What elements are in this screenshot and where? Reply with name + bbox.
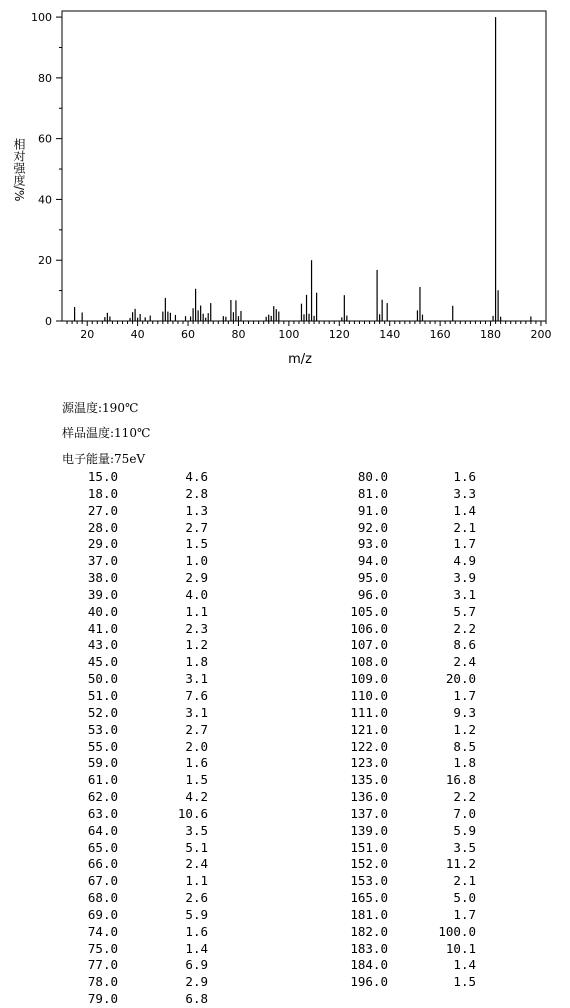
peak-mz: 182.0	[350, 923, 388, 939]
peak-mz: 137.0	[350, 805, 388, 821]
peak-intensity: 1.4	[453, 502, 476, 518]
peak-mz: 40.0	[87, 603, 118, 619]
peak-intensity: 5.9	[185, 906, 208, 922]
axis-ticks	[56, 17, 546, 326]
peak-intensity: 1.8	[453, 755, 476, 771]
peak-mz: 29.0	[87, 536, 118, 552]
peak-mz: 55.0	[87, 738, 118, 754]
peak-mz: 107.0	[350, 637, 388, 653]
x-tick-label: 80	[231, 328, 246, 341]
peak-mz: 64.0	[87, 822, 118, 838]
x-axis-label: m/z	[288, 352, 312, 367]
peak-mz: 94.0	[357, 553, 388, 569]
peak-mz: 152.0	[350, 856, 388, 872]
tick-labels	[31, 11, 551, 341]
y-tick-label: 60	[38, 132, 52, 146]
peak-mz: 45.0	[87, 654, 118, 670]
peak-intensity: 10.6	[177, 805, 208, 821]
peak-mz: 41.0	[87, 620, 118, 636]
peak-intensity: 4.2	[185, 789, 208, 805]
peak-mz: 74.0	[87, 923, 118, 939]
peak-intensity: 2.6	[185, 890, 208, 906]
peak-intensity: 16.8	[445, 772, 476, 788]
peak-mz: 27.0	[87, 502, 118, 518]
peak-intensity: 2.0	[185, 738, 208, 754]
peak-mz: 61.0	[87, 772, 118, 788]
peak-intensity: 2.1	[453, 519, 476, 535]
peak-mz: 92.0	[357, 519, 388, 535]
peak-mz: 18.0	[87, 485, 118, 501]
x-tick-label: 180	[480, 328, 502, 341]
peak-intensity: 1.5	[185, 536, 208, 552]
peak-mz: 136.0	[350, 789, 388, 805]
peak-mz: 52.0	[87, 704, 118, 720]
source-temp-label: 源温度:	[62, 401, 103, 415]
peak-intensity: 1.4	[453, 957, 476, 973]
peak-mz: 106.0	[350, 620, 388, 636]
peak-mz: 43.0	[87, 637, 118, 653]
peak-intensity: 9.3	[453, 704, 476, 720]
peak-intensity: 1.7	[453, 906, 476, 922]
peak-intensity: 2.4	[185, 856, 208, 872]
peak-mz: 110.0	[350, 687, 388, 703]
peak-intensity: 1.6	[453, 469, 476, 484]
peak-mz: 139.0	[350, 822, 388, 838]
peak-intensity: 8.6	[453, 637, 476, 653]
peak-mz: 181.0	[350, 906, 388, 922]
x-tick-label: 20	[80, 328, 95, 341]
peak-mz: 78.0	[87, 974, 118, 990]
peak-mz: 165.0	[350, 890, 388, 906]
x-tick-label: 60	[181, 328, 196, 341]
peak-intensity: 1.6	[185, 755, 208, 771]
x-tick-label: 140	[379, 328, 401, 341]
x-tick-label: 100	[278, 328, 300, 341]
peak-mz: 38.0	[87, 570, 118, 586]
peak-intensity: 2.9	[185, 974, 208, 990]
electron-energy-value: 75eV	[114, 452, 146, 466]
peak-intensity: 3.3	[453, 485, 476, 501]
x-tick-label: 200	[530, 328, 552, 341]
peak-mz: 111.0	[350, 704, 388, 720]
sample-temp-label: 样品温度:	[62, 426, 115, 440]
peak-mz: 196.0	[350, 974, 388, 990]
peak-intensity: 1.2	[185, 637, 208, 653]
peak-intensity: 1.5	[453, 974, 476, 990]
peak-intensity: 1.8	[185, 654, 208, 670]
peak-intensity: 2.7	[185, 721, 208, 737]
peak-intensity: 2.8	[185, 485, 208, 501]
peak-intensity: 4.0	[185, 586, 208, 602]
source-temp-value: 190℃	[102, 401, 139, 415]
x-tick-label: 160	[429, 328, 451, 341]
peak-mz: 151.0	[350, 839, 388, 855]
peak-mz: 50.0	[87, 671, 118, 687]
peak-mz: 184.0	[350, 957, 388, 973]
peak-intensity: 2.3	[185, 620, 208, 636]
peak-mz: 91.0	[357, 502, 388, 518]
peak-mz: 153.0	[350, 873, 388, 889]
y-axis-label: 相对强度/%	[12, 138, 26, 202]
spectrum-bars	[75, 17, 531, 321]
peak-intensity: 2.2	[453, 620, 476, 636]
electron-energy-label: 电子能量:	[62, 452, 115, 466]
peak-intensity: 1.5	[185, 772, 208, 788]
peak-intensity: 2.1	[453, 873, 476, 889]
peak-mz: 77.0	[87, 957, 118, 973]
peak-mz: 65.0	[87, 839, 118, 855]
peak-intensity: 1.7	[453, 687, 476, 703]
y-tick-label: 100	[31, 11, 52, 25]
peak-mz: 63.0	[87, 805, 118, 821]
peak-mz: 96.0	[357, 586, 388, 602]
peak-intensity: 3.5	[185, 822, 208, 838]
electron-energy-line	[62, 450, 145, 467]
peak-mz: 183.0	[350, 940, 388, 956]
peak-intensity: 5.9	[453, 822, 476, 838]
peak-intensity: 6.8	[185, 991, 208, 1007]
peak-mz: 75.0	[87, 940, 118, 956]
peak-intensity: 3.1	[185, 704, 208, 720]
y-tick-label: 20	[38, 254, 52, 268]
peak-mz: 69.0	[87, 906, 118, 922]
peak-intensity: 2.9	[185, 570, 208, 586]
peak-intensity: 3.5	[453, 839, 476, 855]
peak-intensity: 4.9	[453, 553, 476, 569]
peak-intensity: 3.9	[453, 570, 476, 586]
peak-intensity: 2.4	[453, 654, 476, 670]
peak-mz: 121.0	[350, 721, 388, 737]
sample-temp-value: 110℃	[114, 426, 151, 440]
peak-intensity: 8.5	[453, 738, 476, 754]
peak-intensity: 2.2	[453, 789, 476, 805]
peak-intensity: 20.0	[445, 671, 476, 687]
peak-mz: 68.0	[87, 890, 118, 906]
x-tick-label: 120	[328, 328, 350, 341]
peak-intensity: 3.1	[185, 671, 208, 687]
peak-intensity: 100.0	[438, 923, 476, 939]
peak-intensity: 2.7	[185, 519, 208, 535]
peak-mz: 67.0	[87, 873, 118, 889]
y-tick-label: 80	[38, 71, 52, 85]
mass-spectrum-chart	[0, 0, 570, 375]
plot-frame	[62, 11, 546, 321]
peak-intensity: 1.4	[185, 940, 208, 956]
peak-intensity: 4.6	[185, 469, 208, 484]
peak-intensity: 5.0	[453, 890, 476, 906]
peak-mz: 53.0	[87, 721, 118, 737]
source-temp-line	[62, 399, 138, 416]
peak-mz: 39.0	[87, 586, 118, 602]
peak-mz: 59.0	[87, 755, 118, 771]
peak-intensity: 1.6	[185, 923, 208, 939]
peak-intensity: 1.1	[185, 873, 208, 889]
peak-mz: 123.0	[350, 755, 388, 771]
x-tick-label: 40	[130, 328, 145, 341]
peak-intensity: 7.6	[185, 687, 208, 703]
peak-intensity: 5.1	[185, 839, 208, 855]
peak-intensity: 6.9	[185, 957, 208, 973]
peak-mz: 37.0	[87, 553, 118, 569]
peak-mz: 51.0	[87, 687, 118, 703]
peak-mz: 80.0	[357, 469, 388, 484]
peak-mz: 15.0	[87, 469, 118, 484]
peak-mz: 93.0	[357, 536, 388, 552]
peak-mz: 66.0	[87, 856, 118, 872]
peak-intensity: 3.1	[453, 586, 476, 602]
peak-mz: 81.0	[357, 485, 388, 501]
peak-intensity: 1.0	[185, 553, 208, 569]
peak-mz: 62.0	[87, 789, 118, 805]
peak-mz: 79.0	[87, 991, 118, 1007]
peak-intensity: 11.2	[445, 856, 476, 872]
sample-temp-line	[62, 424, 150, 441]
peak-mz: 109.0	[350, 671, 388, 687]
y-tick-label: 0	[45, 315, 52, 328]
peak-mz: 105.0	[350, 603, 388, 619]
peak-mz: 28.0	[87, 519, 118, 535]
peak-intensity: 10.1	[445, 940, 476, 956]
peak-intensity: 5.7	[453, 603, 476, 619]
peak-mz: 95.0	[357, 570, 388, 586]
peak-mz: 135.0	[350, 772, 388, 788]
y-tick-label: 40	[38, 193, 52, 207]
peak-intensity: 1.7	[453, 536, 476, 552]
peak-intensity: 1.1	[185, 603, 208, 619]
peak-mz: 108.0	[350, 654, 388, 670]
peak-intensity: 7.0	[453, 805, 476, 821]
peak-mz: 122.0	[350, 738, 388, 754]
peak-intensity: 1.3	[185, 502, 208, 518]
peak-intensity: 1.2	[453, 721, 476, 737]
